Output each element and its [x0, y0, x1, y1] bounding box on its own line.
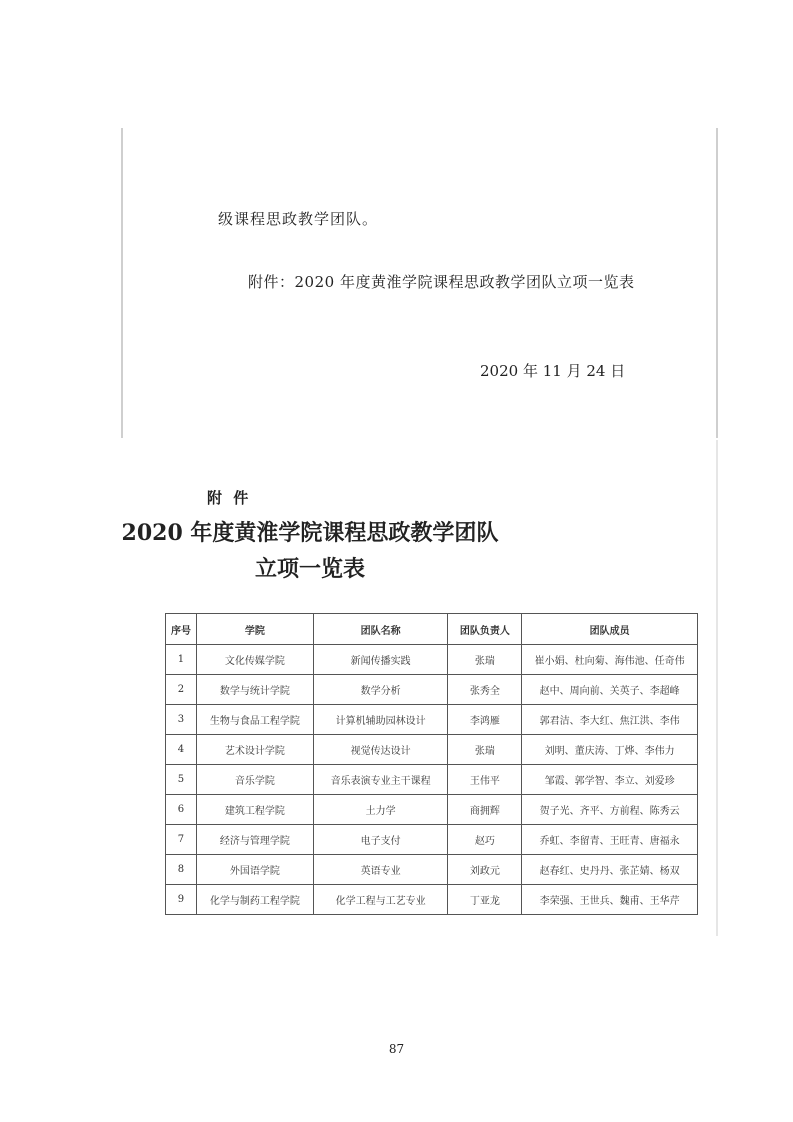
cell-team-name: 化学工程与工艺专业 [313, 885, 448, 915]
table-row [166, 645, 698, 675]
cell-team-name: 新闻传播实践 [313, 645, 448, 675]
table-header-row [166, 614, 698, 645]
header-index: 序号 [166, 614, 197, 645]
cell-team-members: 邹霞、郭学智、李立、刘爱珍 [522, 765, 698, 795]
cell-team-members: 贺子光、齐平、方前程、陈秀云 [522, 795, 698, 825]
header-college: 学院 [196, 614, 313, 645]
cell-team-leader: 丁亚龙 [448, 885, 522, 915]
cell-team-name: 计算机辅助园林设计 [313, 705, 448, 735]
cell-team-leader: 王伟平 [448, 765, 522, 795]
cell-index: 6 [166, 795, 197, 825]
cell-team-name: 音乐表演专业主干课程 [313, 765, 448, 795]
page-number: 87 [388, 1042, 405, 1056]
cell-college: 建筑工程学院 [196, 795, 313, 825]
cell-team-members: 刘明、董庆涛、丁烨、李伟力 [522, 735, 698, 765]
cell-team-leader: 张秀全 [448, 675, 522, 705]
cell-index: 1 [166, 645, 197, 675]
cell-team-name: 视觉传达设计 [313, 735, 448, 765]
cell-team-name: 数学分析 [313, 675, 448, 705]
cell-team-leader: 刘政元 [448, 855, 522, 885]
page-edge-line-right-lower [716, 440, 718, 936]
cell-team-members: 郭君洁、李大红、焦江洪、李伟 [522, 705, 698, 735]
table-row [166, 765, 698, 795]
cell-team-leader: 李鸿雁 [448, 705, 522, 735]
header-team-name: 团队名称 [313, 614, 448, 645]
cell-college: 生物与食品工程学院 [196, 705, 313, 735]
cell-college: 数学与统计学院 [196, 675, 313, 705]
table-row [166, 885, 698, 915]
cell-index: 4 [166, 735, 197, 765]
table-row [166, 705, 698, 735]
team-list-table [165, 613, 698, 915]
cell-college: 文化传媒学院 [196, 645, 313, 675]
cell-index: 8 [166, 855, 197, 885]
cell-team-members: 赵中、周向前、关英子、李超峰 [522, 675, 698, 705]
table-row [166, 855, 698, 885]
header-team-members: 团队成员 [522, 614, 698, 645]
cell-index: 9 [166, 885, 197, 915]
cell-team-leader: 商拥辉 [448, 795, 522, 825]
attachment-note: 附件：2020 年度黄淮学院课程思政教学团队立项一览表 [248, 273, 635, 291]
cell-team-members: 崔小娟、杜向菊、海伟池、任奇伟 [522, 645, 698, 675]
cell-team-name: 英语专业 [313, 855, 448, 885]
attachment-label: 附 件 [207, 489, 252, 507]
cell-index: 7 [166, 825, 197, 855]
document-date: 2020 年 11 月 24 日 [480, 362, 626, 380]
cell-team-leader: 张瑞 [448, 645, 522, 675]
attachment-title: 2020 年度黄淮学院课程思政教学团队 [121, 520, 499, 546]
header-team-leader: 团队负责人 [448, 614, 522, 645]
page-edge-line-right [716, 128, 718, 438]
cell-index: 2 [166, 675, 197, 705]
cell-college: 艺术设计学院 [196, 735, 313, 765]
cell-college: 经济与管理学院 [196, 825, 313, 855]
cell-team-name: 电子支付 [313, 825, 448, 855]
cell-team-leader: 赵巧 [448, 825, 522, 855]
table-row [166, 825, 698, 855]
cell-team-name: 土力学 [313, 795, 448, 825]
table-row [166, 675, 698, 705]
page-edge-line-left [121, 128, 123, 438]
cell-team-members: 乔虹、李留青、王旺青、唐福永 [522, 825, 698, 855]
cell-index: 5 [166, 765, 197, 795]
table-row [166, 795, 698, 825]
cell-team-leader: 张瑞 [448, 735, 522, 765]
continuation-text: 级课程思政教学团队。 [218, 210, 379, 228]
cell-college: 音乐学院 [196, 765, 313, 795]
cell-team-members: 李荣强、王世兵、魏甫、王华芹 [522, 885, 698, 915]
cell-index: 3 [166, 705, 197, 735]
cell-college: 外国语学院 [196, 855, 313, 885]
cell-team-members: 赵春红、史丹丹、张芷婧、杨双 [522, 855, 698, 885]
table-row [166, 735, 698, 765]
attachment-subtitle: 立项一览表 [254, 556, 365, 582]
cell-college: 化学与制药工程学院 [196, 885, 313, 915]
